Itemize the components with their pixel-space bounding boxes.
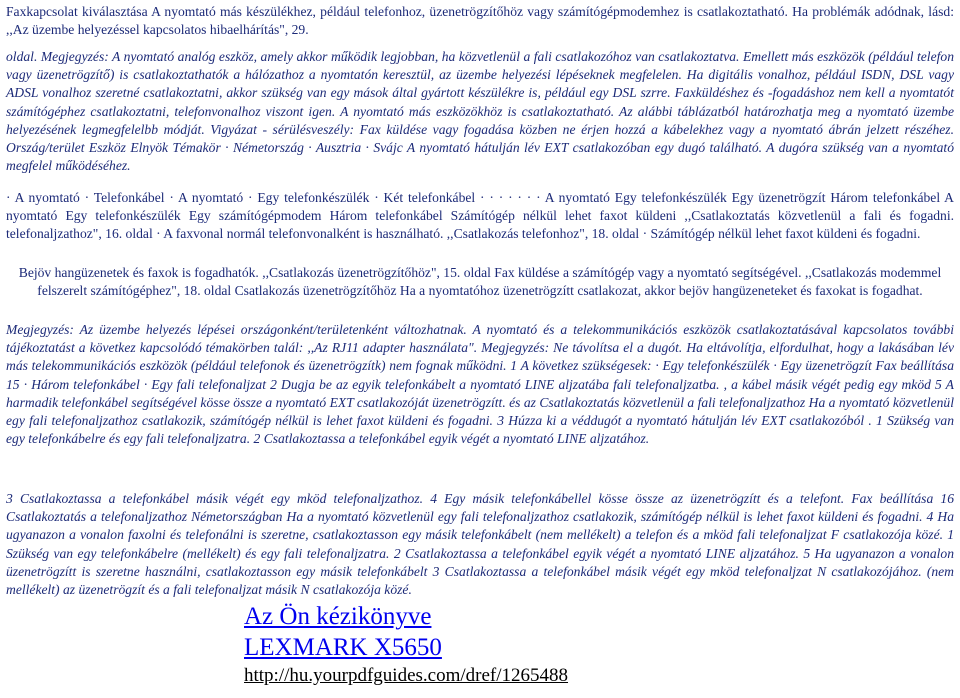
model-link[interactable]: LEXMARK X5650 xyxy=(244,634,442,661)
intro-paragraph: Faxkapcsolat kiválasztása A nyomtató más készülékhez, például telefonhoz, üzenetrögzítőhöz vagy számítógépmodemhez is csatlakoztatható. Ha problémák adódnak, lásd: ,,Az üzembe helyezéssel kapcsolatos hibaelhárítás", 29. xyxy=(6,4,954,38)
setup-steps-paragraph: Megjegyzés: Az üzembe helyezés lépései országonként/területenként változhatnak. A nyomtató és a telekommunikációs eszközök csatlakoztatásával kapcsolatos további tájékoztatást a következ kapcsolódó témakörben talál: ,,Az RJ11 adapter használata". Megjegyzés: Ne távolítsa el a dugót. Ha eltávolítja, elfordulhat, hogy a lakásában lév más telekommunikációs eszközök (például telefonok és üzenetrögzítk) nem fognak működni. 1 A következ szükségesek: · Egy telefonkészülék · Egy üzenetrögzít Fax beállítása 15 · Három telefonkábel · Egy fali telefonaljzat 2 Dugja be az egyik telefonkábelt a nyomtató LINE aljzatába fali telefonaljzatba. , a kábel másik végét pedig egy mköd 5 A harmadik telefonkábel segítségével kösse össze a nyomtató EXT csatlakozóját üzenetrögzítt. és az Csatlakoztatás közvetlenül a fali telefonaljzathoz Ha a nyomtató közvetlenül egy fali telefonaljzathoz csatlakozik, számítógép nélkül is lehet faxot küldeni és fogadni. 3 Húzza ki a véddugót a nyomtató hátulján lév EXT csatlakozóból . 1 Szükség van egy telefonkábelre és egy fali telefonaljzatra. 2 Csatlakoztassa a telefonkábel egyik végét a nyomtató LINE aljzatához. xyxy=(6,322,954,447)
germany-setup-paragraph: 3 Csatlakoztassa a telefonkábel másik végét egy mköd telefonaljzathoz. 4 Egy másik telefonkábellel kösse össze az üzenetrögzítt és a telefont. Fax beállítása 16 Csatlakoztatás a telefonaljzathoz Németországban Ha a nyomtató közvetlenül egy fali telefonaljzathoz csatlakozik, számítógép nélkül is lehet faxot küldeni és fogadni. 4 Ha ugyanazon a vonalon faxolni és telefonálni is szeretne, csatlakoztasson egy másik telefonkábelt (nem mellékelt) a telefon és a mköd fali telefonaljzat F csatlakozója közé. 1 Szükség van egy telefonkábelre (mellékelt) és egy fali telefonaljzatra. 2 Csatlakoztassa a telefonkábel egyik végét a nyomtató LINE aljzatához. 5 Ha ugyanazon a vonalon üzenetrögzítt is szeretne használni, csatlakoztasson egy másik telefonkábelt 3 Csatlakoztassa a telefonkábel másik végét egy mköd telefonaljzat N csatlakozójához. (nem mellékelt) az üzenetrögzít és a fali telefonaljzat másik N csatlakozója közé. xyxy=(6,491,954,598)
source-url-link[interactable]: http://hu.yourpdfguides.com/dref/1265488 xyxy=(244,665,569,686)
devices-paragraph: · A nyomtató · Telefonkábel · A nyomtató · Egy telefonkészülék · Két telefonkábel · · · · · · · A nyomtató Egy telefonkészülék Egy üzenetrögzít Három telefonkábel A nyomtató Egy telefonkészülék Egy számítógépmodem Három telefonkábel Számítógép nélkül lehet faxot küldeni ,,Csatlakoztatás közvetlenül a fali és fogadni. telefonaljzathoz", 16. oldal · A faxvonal normál telefonvonalként is használható. ,,Csatlakozás telefonhoz", 18. oldal · Számítógép nélkül lehet faxot küldeni és fogadni. xyxy=(6,190,954,242)
answering-machine-paragraph: Bejöv hangüzenetek és faxok is fogadhatók. ,,Csatlakozás üzenetrögzítőhöz", 15. oldal Fax küldése a számítógép vagy a nyomtató segítségével. ,,Csatlakozás modemmel felszerelt számítógéphez", 18. oldal Csatlakozás üzenetrögzítőhöz Ha a nyomtatóhoz üzenetrögzítt csatlakozat, akkor bejöv hangüzeneteket és faxokat is fogadhat. xyxy=(18,265,942,299)
manual-link[interactable]: Az Ön kézikönyve xyxy=(244,603,432,630)
note-paragraph: oldal. Megjegyzés: A nyomtató analóg eszköz, amely akkor működik legjobban, ha közvetlenül a fali csatlakozóhoz van csatlakoztatva. Emellett más eszközök (például telefon vagy üzenetrögzítő) is csatlakoztathatók a hálózathoz a nyomtatón keresztül, az üzembe helyezési lépéseknek megfelelen. Ha digitális vonalhoz, például ISDN, DSL vagy ADSL vonalhoz szeretné csatlakoztatni, akkor szükség van egy mások által gyártott készülékre is, például egy DSL szrre. Faxküldéshez és -fogadáshoz nem kell a nyomtatót számítógéphez csatlakoztatni, telefonvonalhoz viszont igen. A nyomtató más eszközökhöz is csatlakoztatható. Az alábbi táblázatból határozhatja meg a nyomtató üzembe helyezésének legmegfelelbb módját. Vigyázat - sérülésveszély: Fax küldése vagy fogadása közben ne érjen hozzá a kábelekhez vagy a nyomtató ábrán jelzett részéhez. Ország/terület Eszköz Elnyök Témakör · Németország · Ausztria · Svájc A nyomtató hátulján lév EXT csatlakozóban egy dugó található. A dugóra szükség van a nyomtató megfelel működéséhez. xyxy=(6,49,954,174)
